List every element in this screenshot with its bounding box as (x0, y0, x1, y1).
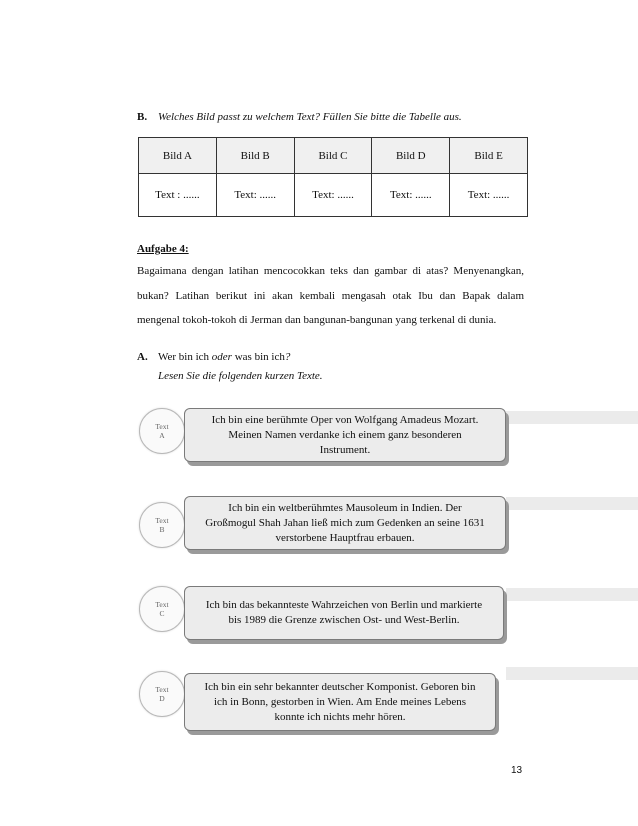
text-a-body: Ich bin eine berühmte Oper von Wolfgang Amadeus Mozart. Meinen Namen verdanke ich einem ganz besonderen Instrument. (211, 413, 479, 456)
table-cell: Text: ...... (450, 174, 528, 217)
bild-text-table (138, 137, 528, 217)
decorative-stripe (506, 497, 638, 510)
text-c-body: Ich bin das bekannteste Wahrzeichen von Berlin und markierte bis 1989 die Grenze zwischen Ost- und West-Berlin. (205, 599, 483, 626)
table-cell: Text : ...... (139, 174, 217, 217)
circle-letter: A (159, 431, 165, 440)
circle-letter: D (159, 694, 165, 703)
circle-label: Text (155, 600, 169, 609)
circle-label: Text (155, 685, 169, 694)
table-cell: Text: ...... (216, 174, 294, 217)
decorative-stripe (506, 411, 638, 424)
text-d-body: Ich bin ein sehr bekannter deutscher Komponist. Geboren bin ich in Bonn, gestorben in Wien. Am Ende meines Lebens konnte ich nichts mehr hören. (204, 680, 476, 723)
circle-label: Text (155, 516, 169, 525)
section-b-instruction (137, 111, 462, 123)
section-a-title-post: was bin ich (231, 351, 285, 363)
circle-letter: C (159, 609, 165, 618)
table-row (139, 174, 528, 217)
text-c-box (184, 586, 504, 640)
table-cell: Text: ...... (294, 174, 372, 217)
circle-letter: B (159, 525, 165, 534)
paragraph-line: bukan? Latihan berikut ini akan kembali mengasah otak Ibu dan Bapak dalam (137, 289, 524, 302)
section-b-text: Welches Bild passt zu welchem Text? Füllen Sie bitte die Tabelle aus. (158, 111, 462, 123)
text-b-circle-icon (139, 502, 185, 548)
table-header-cell: Bild A (139, 138, 217, 174)
text-d-box (184, 673, 496, 731)
section-a-title-oder: oder (211, 351, 232, 363)
section-a-title (137, 351, 290, 363)
circle-label: Text (155, 422, 169, 431)
decorative-stripe (506, 588, 638, 601)
decorative-stripe (506, 667, 638, 680)
text-b-box (184, 496, 506, 550)
section-a-subtitle: Lesen Sie die folgenden kurzen Texte. (158, 370, 323, 382)
page-number: 13 (511, 765, 523, 776)
section-a-letter: A. (137, 351, 148, 363)
text-a-circle-icon (139, 408, 185, 454)
table-header-cell: Bild E (450, 138, 528, 174)
text-c-circle-icon (139, 586, 185, 632)
text-a-box (184, 408, 506, 462)
section-a-title-pre: Wer bin ich (158, 351, 212, 363)
section-b-letter: B. (137, 111, 148, 123)
paragraph-line: Bagaimana dengan latihan mencocokkan teks dan gambar di atas? Menyenangkan, (137, 265, 524, 277)
table-header-cell: Bild C (294, 138, 372, 174)
aufgabe-title: Aufgabe 4: (137, 243, 189, 255)
table-header-row (139, 138, 528, 174)
table-header-cell: Bild B (216, 138, 294, 174)
paragraph-line: mengenal tokoh-tokoh di Jerman dan bangunan-bangunan yang terkenal di dunia. (137, 314, 497, 326)
table-cell: Text: ...... (372, 174, 450, 217)
text-d-circle-icon (139, 671, 185, 717)
table-header-cell: Bild D (372, 138, 450, 174)
text-b-body: Ich bin ein weltberühmtes Mausoleum in Indien. Der Großmogul Shah Jahan ließ mich zum Gedenken an seine 1631 verstorbene Hauptfrau erbauen. (205, 501, 485, 544)
aufgabe-paragraph (137, 259, 524, 333)
section-a-title-q: ? (284, 351, 291, 363)
